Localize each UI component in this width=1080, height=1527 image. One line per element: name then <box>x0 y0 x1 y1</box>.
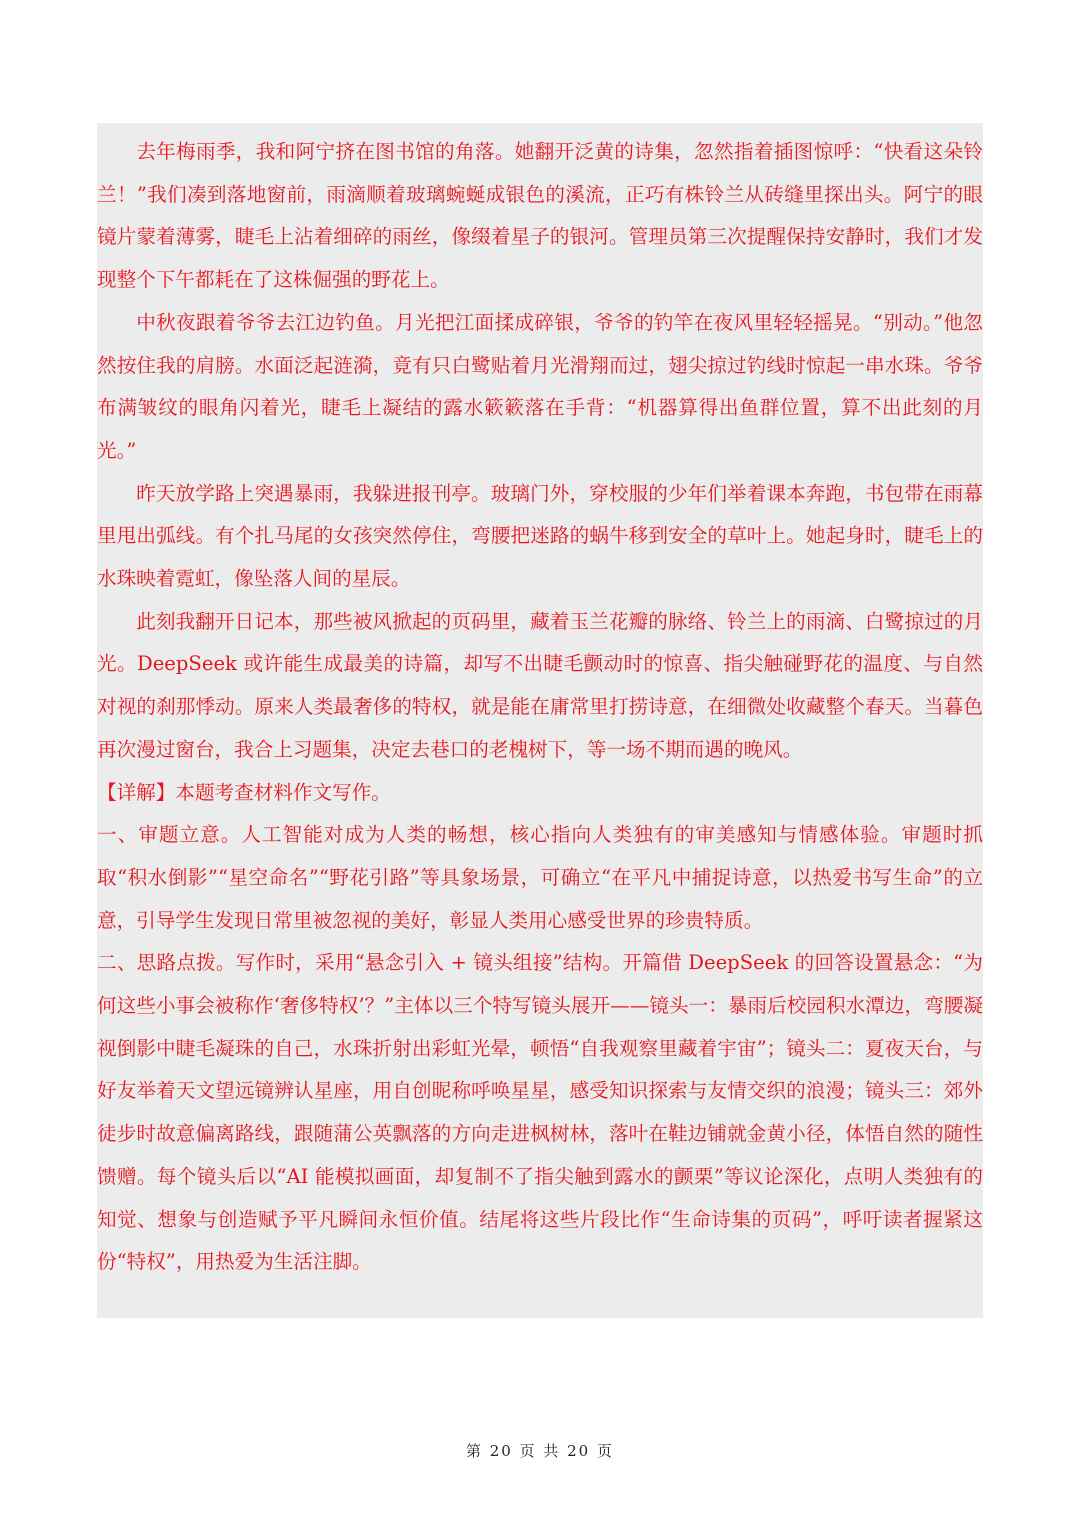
page-number: 第 20 页 共 20 页 <box>465 1442 614 1460</box>
analysis-point-1: 一、审题立意。人工智能对成为人类的畅想，核心指向人类独有的审美感知与情感体验。审题时抓取“积水倒影”“星空命名”“野花引路”等具象场景，可确立“在平凡中捕捉诗意，以热爱书写生命”的立意，引导学生发现日常里被忽视的美好，彰显人类用心感受世界的珍贵特质。 <box>97 823 983 932</box>
essay-paragraph-3: 昨天放学路上突遇暴雨，我躲进报刊亭。玻璃门外，穿校服的少年们举着课本奔跑，书包带在雨幕里甩出弧线。有个扎马尾的女孩突然停住，弯腰把迷路的蜗牛移到安全的草叶上。她起身时，睫毛上的水珠映着霓虹，像坠落人间的星辰。 <box>97 481 983 591</box>
essay-paragraph-2: 中秋夜跟着爷爷去江边钓鱼。月光把江面揉成碎银，爷爷的钓竿在夜风里轻轻摇晃。“别动。”他忽然按住我的肩膀。水面泛起涟漪，竟有只白鹭贴着月光滑翔而过，翅尖掠过钓线时惊起一串水珠。爷爷布满皱纹的眼角闪着光，睫毛上凝结的露水簌簌落在手背：“机器算得出鱼群位置，算不出此刻的月光。” <box>97 310 983 462</box>
essay-paragraph-1: 去年梅雨季，我和阿宁挤在图书馆的角落。她翻开泛黄的诗集，忽然指着插图惊呼：“快看这朵铃兰！”我们凑到落地窗前，雨滴顺着玻璃蜿蜒成银色的溪流，正巧有株铃兰从砖缝里探出头。阿宁的眼镜片蒙着薄雾，睫毛上沾着细碎的雨丝，像缀着星子的银河。管理员第三次提醒保持安静时，我们才发现整个下午都耗在了这株倔强的野花上。 <box>97 140 983 292</box>
essay-paragraph-4: 此刻我翻开日记本，那些被风掀起的页码里，藏着玉兰花瓣的脉络、铃兰上的雨滴、白鹭掠过的月光。DeepSeek 或许能生成最美的诗篇，却写不出睫毛颤动时的惊喜、指尖触碰野花的温度、与自然对视的刹那悸动。原来人类最奢侈的特权，就是能在庸常里打捞诗意，在细微处收藏整个春天。当暮色再次漫过窗台，我合上习题集，决定去巷口的老槐树下，等一场不期而遇的晚风。 <box>97 609 983 761</box>
analysis-heading: 【详解】本题考查材料作文写作。 <box>97 780 391 804</box>
analysis-point-2: 二、思路点拨。写作时，采用“悬念引入 + 镜头组接”结构。开篇借 DeepSeek 的回答设置悬念：“为何这些小事会被称作‘奢侈特权’？”主体以三个特写镜头展开——镜头一：暴雨后校园积水潭边，弯腰凝视倒影中睫毛凝珠的自己，水珠折射出彩虹光晕，顿悟“自我观察里藏着宇宙”；镜头二：夏夜天台，与好友举着天文望远镜辨认星座，用自创昵称呼唤星星，感受知识探索与友情交织的浪漫；镜头三：郊外徒步时故意偏离路线，跟随蒲公英飘落的方向走进枫树林，落叶在鞋边铺就金黄小径，体悟自然的随性馈赠。每个镜头后以“AI 能模拟画面，却复制不了指尖触到露水的颤栗”等议论深化，点明人类独有的知觉、想象与创造赋予平凡瞬间永恒价值。结尾将这些片段比作“生命诗集的页码”，呼吁读者握紧这份“特权”，用热爱为生活注脚。 <box>97 951 983 1274</box>
highlighted-answer-block <box>97 123 983 1318</box>
